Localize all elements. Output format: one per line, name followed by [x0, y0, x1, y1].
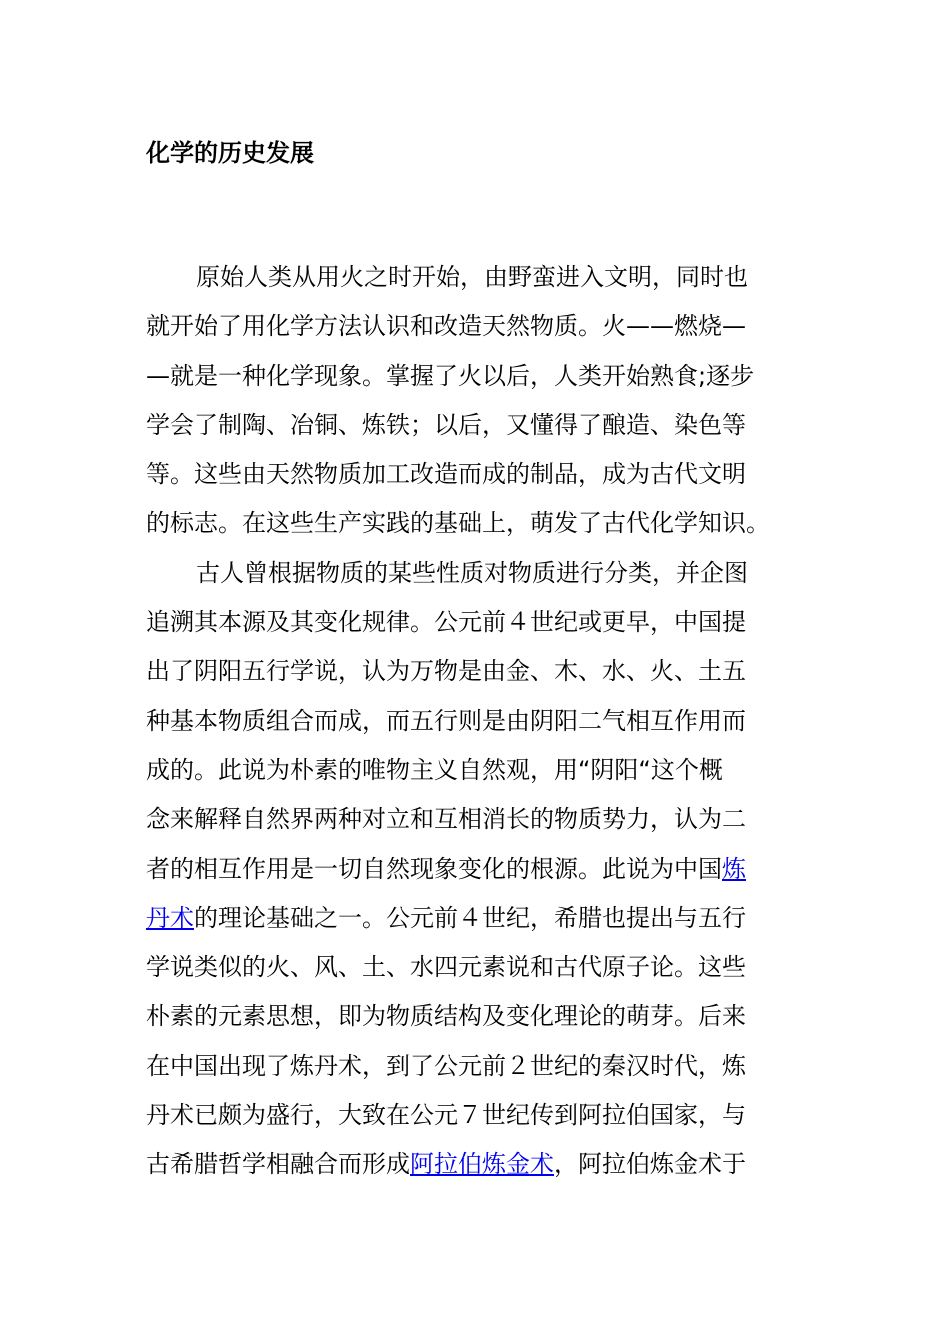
paragraph-2-line: 种基本物质组合而成，而五行则是由阴阳二气相互作用而 [146, 706, 746, 735]
paragraph-2-line: 学说类似的火、风、土、水四元素说和古代原子论。这些 [146, 953, 746, 982]
document-body [146, 253, 786, 1190]
paragraph-2-line: 追溯其本源及其变化规律。公元前４世纪或更早，中国提 [146, 608, 746, 637]
paragraph-2-text: ，阿拉伯炼金术于 [554, 1150, 746, 1179]
paragraph-1-line: —就是一种化学现象。掌握了火以后，人类开始熟食;逐步 [146, 361, 755, 390]
paragraph-2-line: 在中国出现了炼丹术，到了公元前２世纪的秦汉时代，炼 [146, 1051, 746, 1080]
alchemy-link-part2[interactable]: 丹术 [146, 903, 194, 932]
paragraph-2-line [146, 894, 786, 943]
paragraph-1-line: 学会了制陶、冶铜、炼铁；以后，又懂得了酿造、染色等 [146, 410, 746, 439]
paragraph-2-line [146, 1140, 786, 1189]
document-title: 化学的历史发展 [146, 139, 314, 167]
paragraph-2-line: 出了阴阳五行学说，认为万物是由金、木、水、火、土五 [146, 657, 746, 686]
paragraph-1-line: 等。这些由天然物质加工改造而成的制品，成为古代文明 [146, 460, 746, 489]
paragraph-2-line: 古人曾根据物质的某些性质对物质进行分类，并企图 [196, 558, 748, 587]
alchemy-link-part1[interactable]: 炼 [722, 854, 746, 883]
paragraph-2-line [146, 845, 786, 894]
paragraph-1-line: 原始人类从用火之时开始，由野蛮进入文明，同时也 [196, 263, 748, 291]
paragraph-1-line: 就开始了用化学方法认识和改造天然物质。火——燃烧— [146, 312, 746, 341]
paragraph-1-line: 的标志。在这些生产实践的基础上，萌发了古代化学知识。 [146, 509, 770, 538]
paragraph-2-line: 朴素的元素思想，即为物质结构及变化理论的萌芽。后来 [146, 1002, 746, 1031]
paragraph-2-line: 丹术已颇为盛行，大致在公元７世纪传到阿拉伯国家，与 [146, 1101, 746, 1130]
paragraph-2-line: 念来解释自然界两种对立和互相消长的物质势力，认为二 [146, 805, 746, 834]
paragraph-2-line: 成的。此说为朴素的唯物主义自然观，用“阴阳“这个概 [146, 755, 723, 784]
paragraph-2-text: 古希腊哲学相融合而形成 [146, 1150, 410, 1179]
paragraph-2-text: 的理论基础之一。公元前４世纪，希腊也提出与五行 [194, 903, 746, 932]
paragraph-2-text: 者的相互作用是一切自然现象变化的根源。此说为中国 [146, 854, 722, 883]
arabic-alchemy-link[interactable]: 阿拉伯炼金术 [410, 1150, 554, 1179]
